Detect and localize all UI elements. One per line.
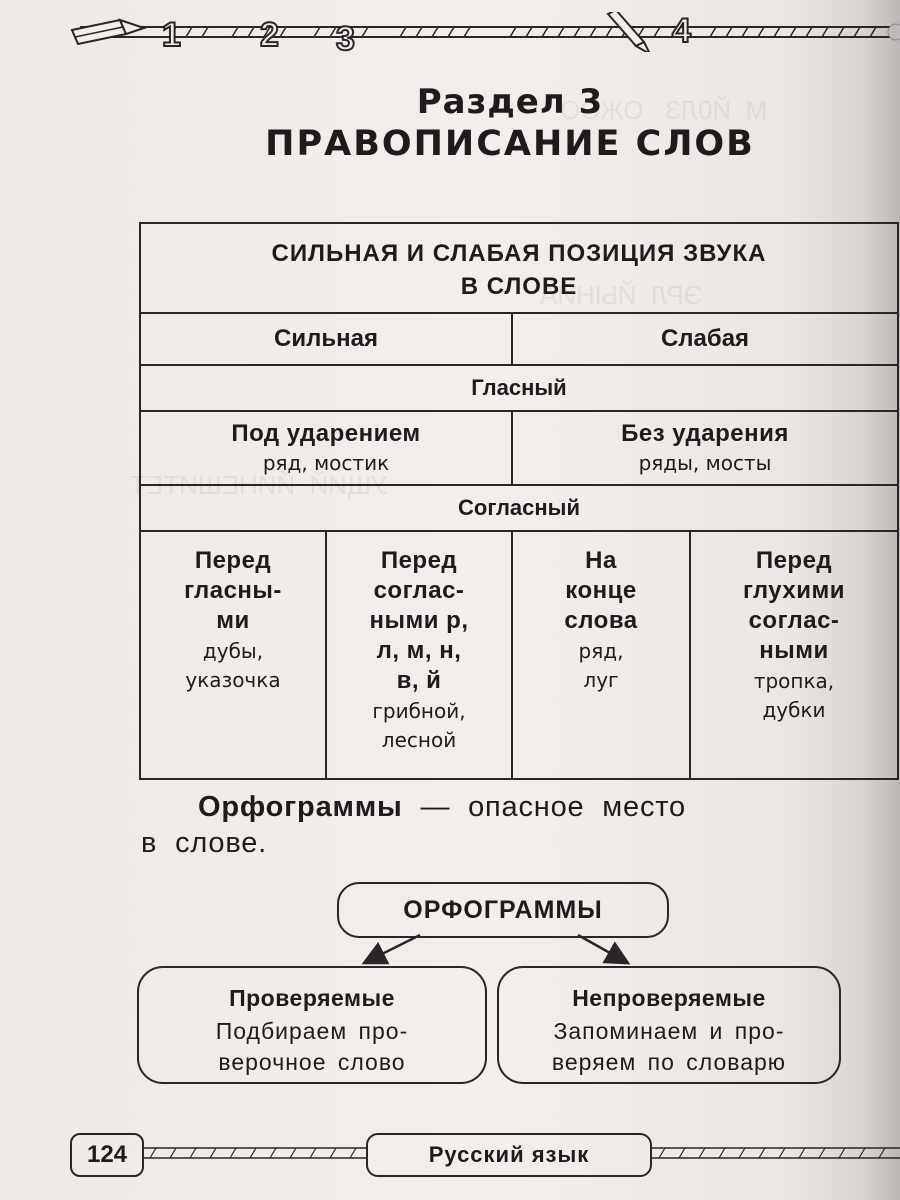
vowel-strong-cell: Под ударением ряд, мостик <box>140 411 512 485</box>
pencil-icon <box>608 12 650 52</box>
consonant-cell-before-voiceless: Перед глухими соглас- ными тропка, дубки <box>690 531 898 779</box>
consonant-cell-before-sonorants: Перед соглас- ными р, л, м, н, в, й грибной, лесной <box>326 531 512 779</box>
bleed-through-text: УЩИЙ ЙИНЕШИТЕТ <box>130 470 388 500</box>
column-header-weak: Слабая <box>512 313 898 365</box>
svg-text:1: 1 <box>162 16 181 52</box>
sound-position-table <box>139 222 899 780</box>
definition-paragraph <box>141 789 838 861</box>
table-heading: СИЛЬНАЯ И СЛАБАЯ ПОЗИЦИЯ ЗВУКА В СЛОВЕ <box>140 223 898 313</box>
consonant-cell-before-vowels: Перед гласны- ми дубы, указочка <box>140 531 326 779</box>
svg-text:4: 4 <box>672 12 691 50</box>
svg-text:2: 2 <box>260 16 279 52</box>
definition-dash: — <box>420 791 451 823</box>
footer-rope-decoration <box>142 1147 366 1159</box>
definition-term: Орфограммы <box>198 791 403 823</box>
bleed-through-text: М Й0ЛЗ ОЖОО <box>560 95 768 125</box>
diagram-root-node: ОРФОГРАММЫ <box>337 882 669 938</box>
subject-label: Русский язык <box>366 1133 652 1177</box>
column-header-strong: Сильная <box>140 313 512 365</box>
definition-text-continued: в слове. <box>141 827 268 859</box>
vowel-weak-cell: Без ударения ряды, мосты <box>512 411 898 485</box>
footer-rope-decoration <box>651 1147 900 1159</box>
top-ruler-decoration <box>60 12 900 52</box>
section-heading: Раздел 3 <box>416 82 604 122</box>
svg-text:3: 3 <box>336 20 355 52</box>
row-label-vowel: Гласный <box>140 365 898 411</box>
row-label-consonant: Согласный <box>140 485 898 531</box>
page-number: 124 <box>70 1133 144 1177</box>
bleed-through-text: ЭРЛ ЙЫНИА <box>540 280 703 310</box>
pencil-icon <box>72 20 144 44</box>
page-title: ПРАВОПИСАНИЕ СЛОВ <box>265 124 755 164</box>
diagram-node-uncheckable: Непроверяемые Запоминаем и про- веряем по словарю <box>497 966 841 1084</box>
definition-text: опасное место <box>468 791 686 823</box>
diagram-node-checkable: Проверяемые Подбираем про- верочное слово <box>137 966 487 1084</box>
consonant-cell-word-end: На конце слова ряд, луг <box>512 531 690 779</box>
